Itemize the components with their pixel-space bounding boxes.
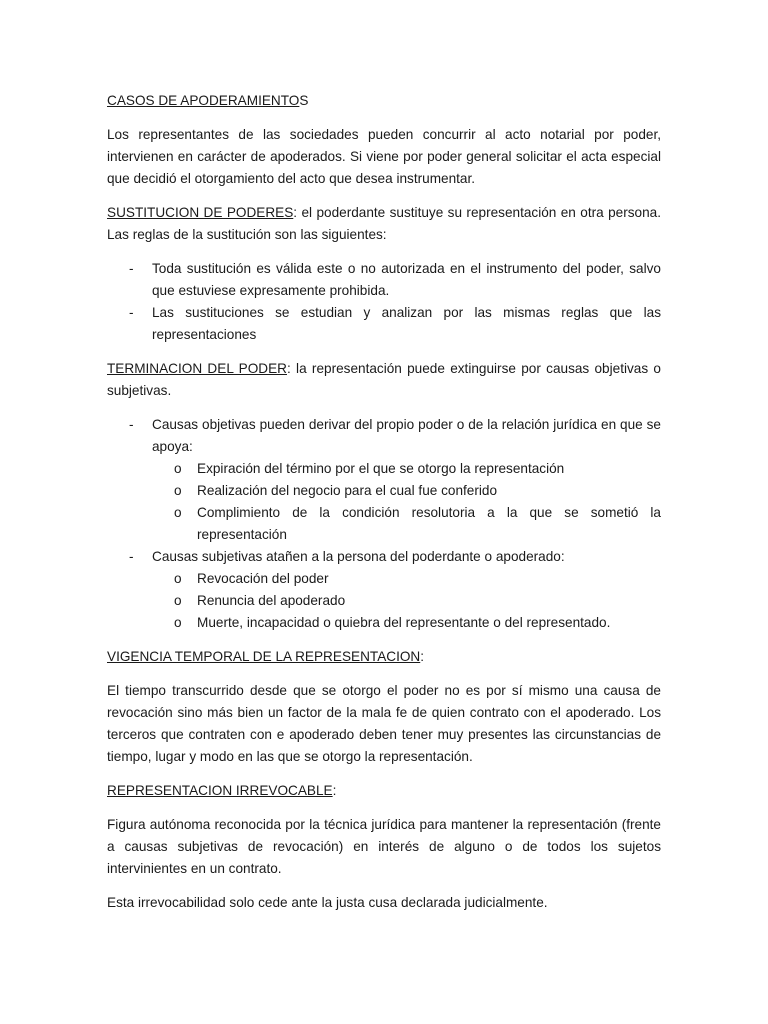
vigencia-suffix: : — [420, 649, 425, 664]
sustitucion-heading: SUSTITUCION DE PODERES — [107, 205, 294, 220]
list-item: o Renuncia del apoderado — [152, 590, 661, 612]
sustitucion-paragraph — [107, 202, 661, 246]
intro-paragraph: Los representantes de las sociedades pueden concurrir al acto notarial por poder, intervienen en carácter de apoderados. Si viene por poder general solicitar el acta especial que decidió el otorgamiento del acto que desea instrumentar. — [107, 127, 661, 186]
irrevocable-suffix: : — [332, 783, 337, 798]
document-title — [107, 90, 661, 112]
closing-paragraph: Esta irrevocabilidad solo cede ante la justa cusa declarada judicialmente. — [107, 895, 548, 910]
irrevocable-paragraph: Figura autónoma reconocida por la técnica jurídica para mantener la representación (frente a causas subjetivas de revocación) en interés de alguno o de todos los sujetos intervinientes en un contrato. — [107, 817, 661, 876]
list-item-subjetivas — [107, 546, 661, 634]
sustitucion-list — [107, 258, 661, 346]
list-item: o Realización del negocio para el cual fue conferido — [152, 480, 661, 502]
terminacion-list — [107, 414, 661, 634]
list-item-objetivas — [107, 414, 661, 546]
subjetivas-sublist — [152, 568, 661, 634]
vigencia-heading: VIGENCIA TEMPORAL DE LA REPRESENTACION — [107, 649, 421, 664]
list-item: o Muerte, incapacidad o quiebra del representante o del representado. — [152, 612, 661, 634]
terminacion-text: : la representación puede extinguirse por causas objetivas o subjetivas. — [107, 361, 661, 398]
document-page — [107, 90, 661, 926]
title-underlined: CASOS DE APODERAMIENTO — [107, 93, 300, 108]
irrevocable-heading: REPRESENTACION IRREVOCABLE — [107, 783, 333, 798]
list-item: - Toda sustitución es válida este o no autorizada en el instrumento del poder, salvo que estuviese expresamente prohibida. — [107, 258, 661, 302]
vigencia-heading-line — [107, 646, 661, 668]
list-item: - Las sustituciones se estudian y analizan por las mismas reglas que las representaciones — [107, 302, 661, 346]
objetivas-sublist — [152, 458, 661, 546]
terminacion-heading: TERMINACION DEL PODER — [107, 361, 287, 376]
objetivas-text: Causas objetivas pueden derivar del propio poder o de la relación jurídica en que se apoya: — [152, 417, 661, 454]
vigencia-paragraph: El tiempo transcurrido desde que se otorgo el poder no es por sí mismo una causa de revocación sino más bien un factor de la mala fe de quien contrato con el apoderado. Los terceros que contraten con e apoderado deben tener muy presentes las circunstancias de tiempo, lugar y modo en las que se otorgo la representación. — [107, 683, 661, 764]
subjetivas-text: Causas subjetivas atañen a la persona del poderdante o apoderado: — [152, 549, 565, 564]
irrevocable-heading-line — [107, 780, 661, 802]
list-item: o Revocación del poder — [152, 568, 661, 590]
terminacion-paragraph — [107, 358, 661, 402]
list-item: o Expiración del término por el que se otorgo la representación — [152, 458, 661, 480]
title-rest: S — [299, 93, 309, 108]
sustitucion-text: : el poderdante sustituye su representación en otra persona. Las reglas de la sustitución son las siguientes: — [107, 205, 661, 242]
list-item: o Complimiento de la condición resolutoria a la que se sometió la representación — [152, 502, 661, 546]
